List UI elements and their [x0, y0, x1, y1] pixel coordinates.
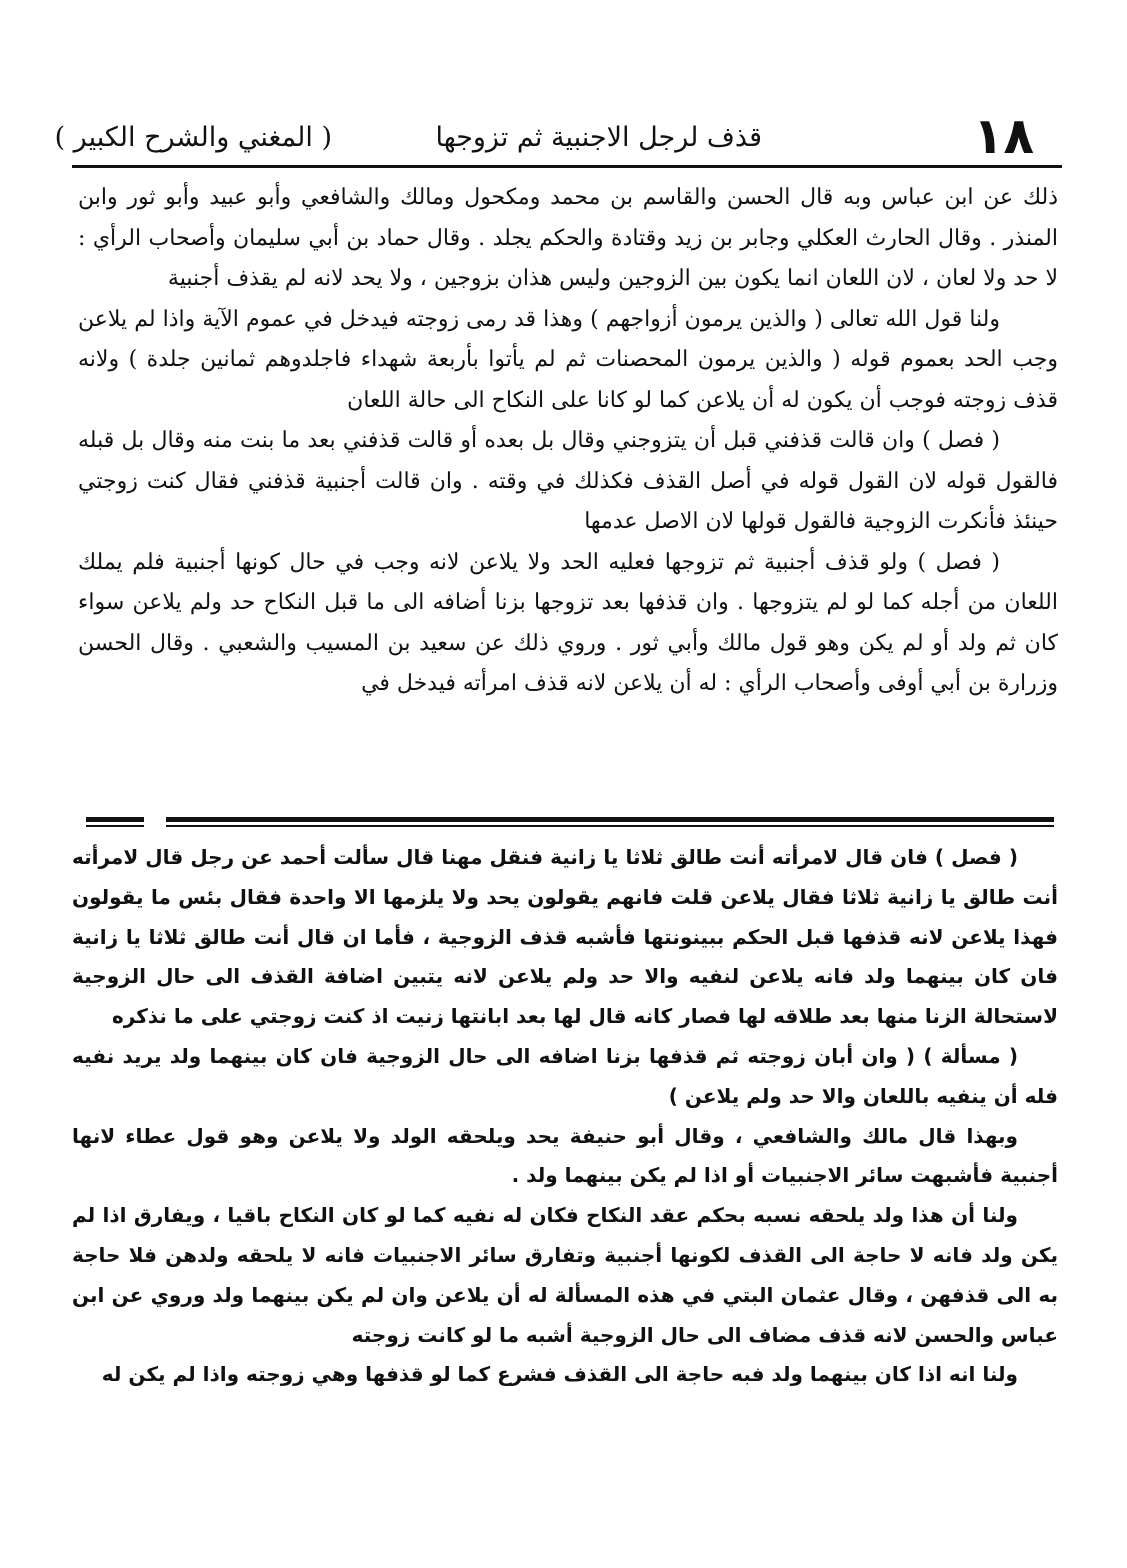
book-title: ( المغني والشرح الكبير ) — [54, 122, 332, 153]
running-title: قذف لرجل الاجنبية ثم تزوجها — [435, 122, 762, 153]
section-divider — [86, 817, 1054, 829]
divider-thin-line — [86, 825, 1054, 827]
main-paragraph: ( فصل ) وان قالت قذفني قبل أن يتزوجني وقال بل بعده أو قالت قذفني بعد ما بنت منه وقال بل قبله فالقول قوله لان القول قوله في أصل القذف فكذلك في وقته . وان قالت أجنبية قذفني فقال كنت زوجتي حينئذ فأنكرت الزوجية فالقول قولها لان الاصل عدمها — [78, 428, 1058, 534]
commentary-paragraph: ( مسألة ) ( وان أبان زوجته ثم قذفها بزنا اضافه الى حال الزوجية فان كان بينهما ولد يريد نفيه فله أن ينفيه باللعان والا حد ولم يلاعن ) — [72, 1043, 1058, 1108]
commentary-paragraph: ولنا انه اذا كان بينهما ولد فبه حاجة الى القذف فشرع كما لو قذفها وهي زوجته واذا لم يكن له — [101, 1362, 1018, 1387]
main-paragraph: ولنا قول الله تعالى ( والذين يرمون أزواجهم ) وهذا قد رمى زوجته فيدخل في عموم الآية واذا لم يلاعن وجب الحد بعموم قوله ( والذين يرمون المحصنات ثم لم يأتوا بأربعة شهداء فاجلدوهم ثمانين جلدة ) ولانه قذف زوجته فوجب أن يكون له أن يلاعن كما لو كانا على النكاح الى حالة اللعان — [78, 306, 1058, 413]
commentary-paragraph: ولنا أن هذا ولد يلحقه نسبه بحكم عقد النكاح فكان له نفيه كما لو كان النكاح باقيا ، ويفارق اذا لم يكن ولد فانه لا حاجة الى القذف لكونها أجنبية وتفارق سائر الاجنبيات فانه لا يلحقه ولدهن فلا حاجة به الى قذفهن ، وقال عثمان البتي في هذه المسألة له أن يلاعن وان لم يكن بينهما ولد وروي عن ابن عباس والحسن لانه قذف مضاف الى حال الزوجية أشبه ما لو كانت زوجته — [72, 1203, 1058, 1347]
main-paragraph: ذلك عن ابن عباس وبه قال الحسن والقاسم بن محمد ومكحول ومالك والشافعي وأبو عبيد وأبو ثور وابن المنذر . وقال الحارث العكلي وجابر بن زيد وقتادة والحكم يجلد . وقال حماد بن أبي سليمان وأصحاب الرأي : لا حد ولا لعان ، لان اللعان انما يكون بين الزوجين وليس هذان بزوجين ، ولا يحد لانه لم يقذف أجنبية — [78, 185, 1058, 291]
main-text — [78, 178, 1058, 705]
commentary-text — [72, 838, 1058, 1395]
page-header — [54, 107, 1062, 168]
commentary-paragraph: ( فصل ) فان قال لامرأته أنت طالق ثلاثا يا زانية فنقل مهنا قال سألت أحمد عن رجل قال لامرأته أنت طالق يا زانية ثلاثا فقال يلاعن قلت فانهم يقولون يحد ولا يلزمها الا واحدة فقال بئس ما يقولون فهذا يلاعن لانه قذفها قبل الحكم ببينونتها فأشبه قذف الزوجية ، فأما ان قال أنت طالق ثلاثا يا زانية فان كان بينهما ولد فانه يلاعن لنفيه والا حد ولم يلاعن لانه يتبين اضافة القذف الى حال الزوجية لاستحالة الزنا منها بعد طلاقه لها فصار كانه قال لها بعد ابانتها زنيت اذ كنت زوجتي على ما نذكره — [72, 845, 1058, 1029]
commentary-paragraph: وبهذا قال مالك والشافعي ، وقال أبو حنيفة يحد ويلحقه الولد ولا يلاعن وهو قول عطاء لانها أجنبية فأشبهت سائر الاجنبيات أو اذا لم يكن بينهما ولد . — [72, 1123, 1058, 1188]
main-paragraph: ( فصل ) ولو قذف أجنبية ثم تزوجها فعليه الحد ولا يلاعن لانه وجب في حال كونها أجنبية فلم يملك اللعان من أجله كما لو لم يتزوجها . وان قذفها بعد تزوجها بزنا أضافه الى ما قبل النكاح حد ولم يلاعن سواء كان ثم ولد أو لم يكن وهو قول مالك وأبي ثور . وروي ذلك عن سعيد بن المسيب والشعبي . وقال الحسن وزرارة بن أبي أوفى وأصحاب الرأي : له أن يلاعن لانه قذف امرأته فيدخل في — [78, 549, 1058, 696]
page-number: ١٨ — [972, 107, 1034, 165]
header-rule — [72, 165, 1062, 168]
divider-ornament-gap — [144, 815, 166, 831]
divider-thick-line — [86, 817, 1054, 822]
